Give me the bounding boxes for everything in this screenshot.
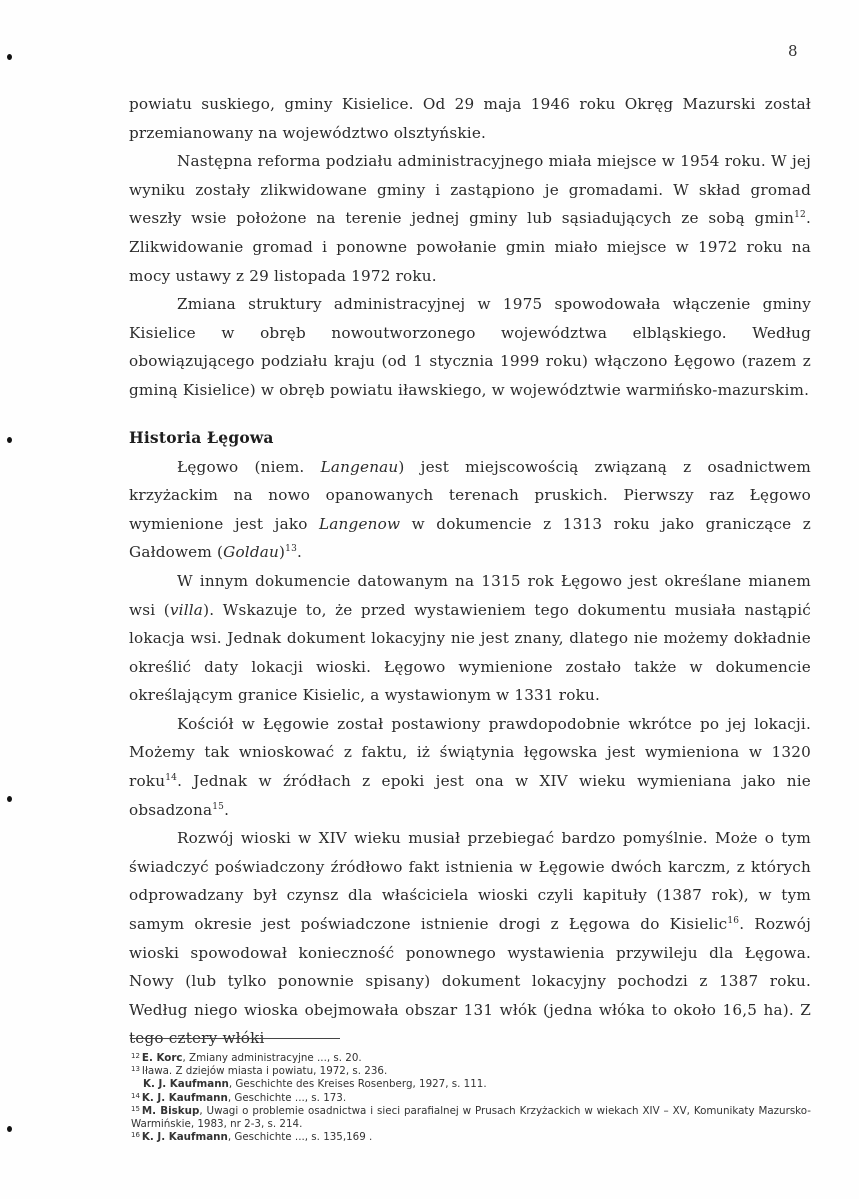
italic-term: Langenau — [320, 457, 399, 476]
footnote-author: K. J. Kaufmann — [141, 1091, 228, 1104]
punch-hole-mark — [7, 796, 12, 802]
footnote-author: K. J. Kaufmann — [143, 1078, 229, 1091]
paragraph: Łęgowo (niem. Langenau) jest miejscowością związaną z osadnictwem krzyżackim na nowo opanowanych terenach pruskich. Pierwszy raz Łęgowo wymienione jest jako Langenow w dokumencie z 1313 roku jako graniczące z Gałdowem (Goldau)$^{13}$. — [129, 457, 811, 562]
footnote-author: M. Biskup — [141, 1104, 200, 1117]
paragraph-text: . Zlikwidowanie gromad i ponowne powołanie gmin miało miejsce w 1972 roku na mocy ustawy z 29 listopada 1972 roku. — [129, 209, 811, 285]
paragraph-text: Kościół w Łęgowie został postawiony prawdopodobnie wkrótce po jej lokacji. Możemy tak wnioskować z faktu, iż świątynia łęgowska jest wymieniona w 1320 roku — [129, 714, 811, 791]
footnote-ref: 13 — [285, 544, 298, 555]
paragraph — [129, 90, 811, 147]
punch-hole-mark — [7, 1126, 12, 1132]
italic-term: Langenow — [319, 514, 401, 533]
footnote-number: 12 — [131, 1052, 140, 1060]
footnote-author: E. Korc — [141, 1052, 183, 1064]
footnote-number: 13 — [131, 1065, 140, 1074]
paragraph — [129, 147, 811, 290]
section-heading: Historia Łęgowa — [129, 427, 274, 447]
paragraph-text: ). Wskazuje to, że przed wystawieniem tego dokumentu musiała nastąpić lokacja wsi. Jednak dokument lokacyjny nie jest znany, dlatego nie możemy dokładnie określić daty lokacji wioski. Łęgowo wymienione zostało także w dokumencie określającym granice Kisielic, a wystawionym w 1331 roku. — [129, 600, 811, 705]
footnote-item — [131, 1105, 811, 1131]
main-text — [129, 90, 811, 1053]
paragraph-text: . — [224, 800, 230, 819]
footnote-ref: 16 — [727, 916, 740, 927]
italic-term: Goldau — [223, 543, 280, 562]
footnote-text: , Geschichte des Kreises Rosenberg, 1927, s. 111. — [228, 1078, 487, 1091]
paragraph-text: w dokumencie z 1313 roku jako graniczące z Gałdowem ( — [129, 514, 811, 562]
page-number: 8 — [788, 42, 798, 60]
paragraph-text: ) jest miejscowością związaną z osadnictwem krzyżackim na nowo opanowanych terenach pruskich. Pierwszy raz Łęgowo wymienione jest jako — [129, 457, 811, 533]
footnote-number: 15 — [131, 1104, 140, 1113]
footnote-ref: 12 — [794, 210, 806, 221]
paragraph — [129, 290, 811, 404]
footnotes — [131, 1052, 811, 1144]
footnote-ref: 14 — [165, 773, 178, 784]
paragraph-text: powiatu suskiego, gminy Kisielice. Od 29 maja 1946 roku Okręg Mazurski został przemianowany na województwo olsztyńskie. — [129, 95, 811, 142]
footnote-number: 14 — [131, 1091, 140, 1100]
paragraph-text: Łęgowo (niem. — [177, 457, 321, 476]
punch-hole-mark — [7, 437, 12, 443]
footnote-author: K. J. Kaufmann — [141, 1131, 228, 1144]
footnote-ref: 15 — [212, 801, 225, 812]
footnote-text: , Geschichte ..., s. 173. — [227, 1091, 347, 1104]
punch-hole-mark — [7, 54, 12, 60]
footnote-item — [131, 1078, 811, 1091]
paragraph-text: ) — [279, 543, 286, 562]
paragraph-text: Następna reforma podziału administracyjnego miała miejsce w 1954 roku. W jej wyniku zostały zlikwidowane gminy i zastąpiono je gromadami. W skład gromad weszły wsie położone na terenie jednej gminy lub sąsiadujących ze sobą gmin — [129, 152, 811, 228]
italic-term: villa — [169, 600, 204, 619]
footnote-item — [131, 1052, 811, 1065]
footnote-item — [131, 1131, 811, 1144]
paragraph-text: Zmiana struktury administracyjnej w 1975 spowodowała włączenie gminy Kisielice w obręb nowoutworzonego województwa elbląskiego. Według obowiązującego podziału kraju (od 1 stycznia 1999 roku) włączono Łęgowo (razem z gminą Kisielice) w obręb powiatu iławskiego, w województwie warmińsko-mazurskim. — [129, 295, 811, 399]
paragraph — [129, 710, 811, 824]
footnote-divider — [130, 1038, 340, 1039]
paragraph — [129, 567, 811, 710]
paragraph-text: Rozwój wioski w XIV wieku musiał przebiegać bardzo pomyślnie. Może o tym świadczyć poświadczony źródłowo fakt istnienia w Łęgowie dwóch karczm, z których odprowadzany był czynsz dla właściciela wioski czyli kapituły (1387 rok), w tym samym okresie jest poświadczone istnienie drogi z Łęgowa do Kisielic — [129, 829, 811, 934]
paragraph-text: . Rozwój wioski spowodował konieczność ponownego wystawienia przywileju dla Łęgowa. Nowy (lub tylko ponownie spisany) dokument lokacyjny pochodzi z 1387 roku. Według niego wioska obejmowała obszar 131 włók (jedna włóka to około 16,5 ha). Z tego cztery włóki — [129, 915, 811, 1048]
footnote-text: , Uwagi o problemie osadnictwa i sieci parafialnej w Prusach Krzyżackich w wiekach XIV – XV, Komunikaty Mazursko-Warmińskie, 1983, nr 2-3, s. 214. — [131, 1104, 811, 1131]
footnote-number: 16 — [131, 1131, 140, 1140]
footnote-item — [131, 1065, 811, 1078]
footnote-text: , Zmiany administracyjne ..., s. 20. — [182, 1052, 362, 1064]
paragraph-text: W innym dokumencie datowanym na 1315 rok Łęgowo jest określane mianem wsi ( — [129, 571, 811, 619]
paragraph — [129, 824, 811, 1053]
footnote-item — [131, 1092, 811, 1105]
paragraph-text: . Jednak w źródłach z epoki jest ona w XIV wieku wymieniana jako nie obsadzona — [129, 772, 811, 819]
footnote-text: , Geschichte ..., s. 135,169 . — [227, 1131, 373, 1144]
footnote-text: Iława. Z dziejów miasta i powiatu, 1972, s. 236. — [141, 1065, 388, 1078]
